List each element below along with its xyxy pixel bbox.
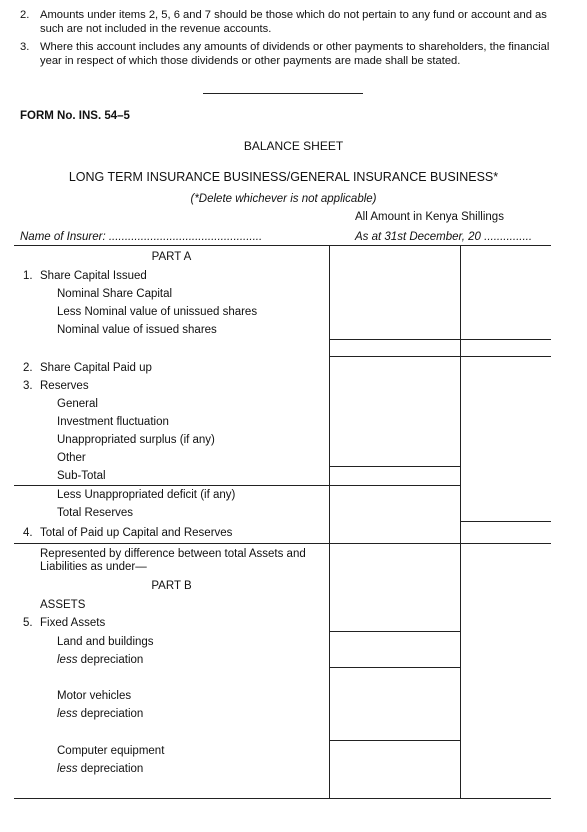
less-depreciation-motor [57,708,143,720]
page-subtitle: LONG TERM INSURANCE BUSINESS/GENERAL INSURANCE BUSINESS* [68,170,499,184]
part-b-heading: PART B [151,580,192,592]
note-number: 3. [20,41,30,53]
assets-heading: ASSETS [40,599,86,611]
share-capital-issued: Share Capital Issued [40,270,147,282]
item-number: 1. [23,270,33,282]
computer-equipment: Computer equipment [57,745,165,757]
total-paid-up-capital: Total of Paid up Capital and Reserves [40,527,233,539]
investment-fluctuation: Investment fluctuation [57,416,169,428]
depreciation-word: depreciation [77,708,144,720]
motor-vehicles: Motor vehicles [57,690,132,702]
share-capital-paid-up: Share Capital Paid up [40,362,152,374]
as-at-date: As at 31st December, 20 ............... [355,231,533,243]
reserves: Reserves [40,380,89,392]
section-rule [14,543,551,544]
cell-rule [329,740,460,741]
sub-total: Sub-Total [57,470,106,482]
less-word: less [57,763,78,775]
item-number: 3. [23,380,33,392]
unappropriated-surplus: Unappropriated surplus (if any) [57,434,215,446]
less-word: less [57,708,78,720]
cell-rule [460,521,551,522]
cell-rule [329,339,551,340]
nominal-issued: Nominal value of issued shares [57,324,217,336]
less-depreciation-land [57,654,143,666]
note-text: Amounts under items 2, 5, 6 and 7 should be those which do not pertain to any fund or account and as such are not included in the revenue accounts. [40,9,547,35]
amount-note: All Amount in Kenya Shillings [355,211,504,223]
fixed-assets: Fixed Assets [40,617,106,629]
less-word: less [57,654,78,666]
less-nominal-unissued: Less Nominal value of unissued shares [57,306,258,318]
reserves-other: Other [57,452,86,464]
form-number: FORM No. INS. 54–5 [20,110,130,122]
less-depreciation-computer [57,763,143,775]
depreciation-word: depreciation [77,654,144,666]
table-bottom-rule [14,798,551,799]
note-number: 2. [20,9,30,21]
part-a-heading: PART A [151,251,192,263]
note-text: Where this account includes any amounts of dividends or other payments to shareholders, the financial year in respect of which those dividends or other payments are made shall be stated. [40,41,550,67]
note-3 [20,40,560,70]
item-number: 4. [23,527,33,539]
cell-rule [329,356,551,357]
delete-note: (*Delete whichever is not applicable) [190,193,377,205]
cell-rule [329,667,460,668]
represented-line-1: Represented by difference between total Assets and [40,548,306,560]
represented-line-2: Liabilities as under— [40,561,147,573]
item-number: 2. [23,362,33,374]
less-unappropriated-deficit: Less Unappropriated deficit (if any) [57,489,236,501]
section-rule [14,485,460,486]
table-top-rule [14,245,551,246]
nominal-share-capital: Nominal Share Capital [57,288,173,300]
cell-rule [329,631,460,632]
column-rule-2 [460,245,461,799]
separator-rule [203,93,363,94]
depreciation-word: depreciation [77,763,144,775]
land-and-buildings: Land and buildings [57,636,154,648]
page-title: BALANCE SHEET [243,139,344,153]
name-of-insurer: Name of Insurer: ................................................ [20,231,263,243]
cell-rule [329,466,460,467]
total-reserves: Total Reserves [57,507,134,519]
column-rule-1 [329,245,330,799]
item-number: 5. [23,617,33,629]
reserves-general: General [57,398,98,410]
note-2 [20,8,560,38]
